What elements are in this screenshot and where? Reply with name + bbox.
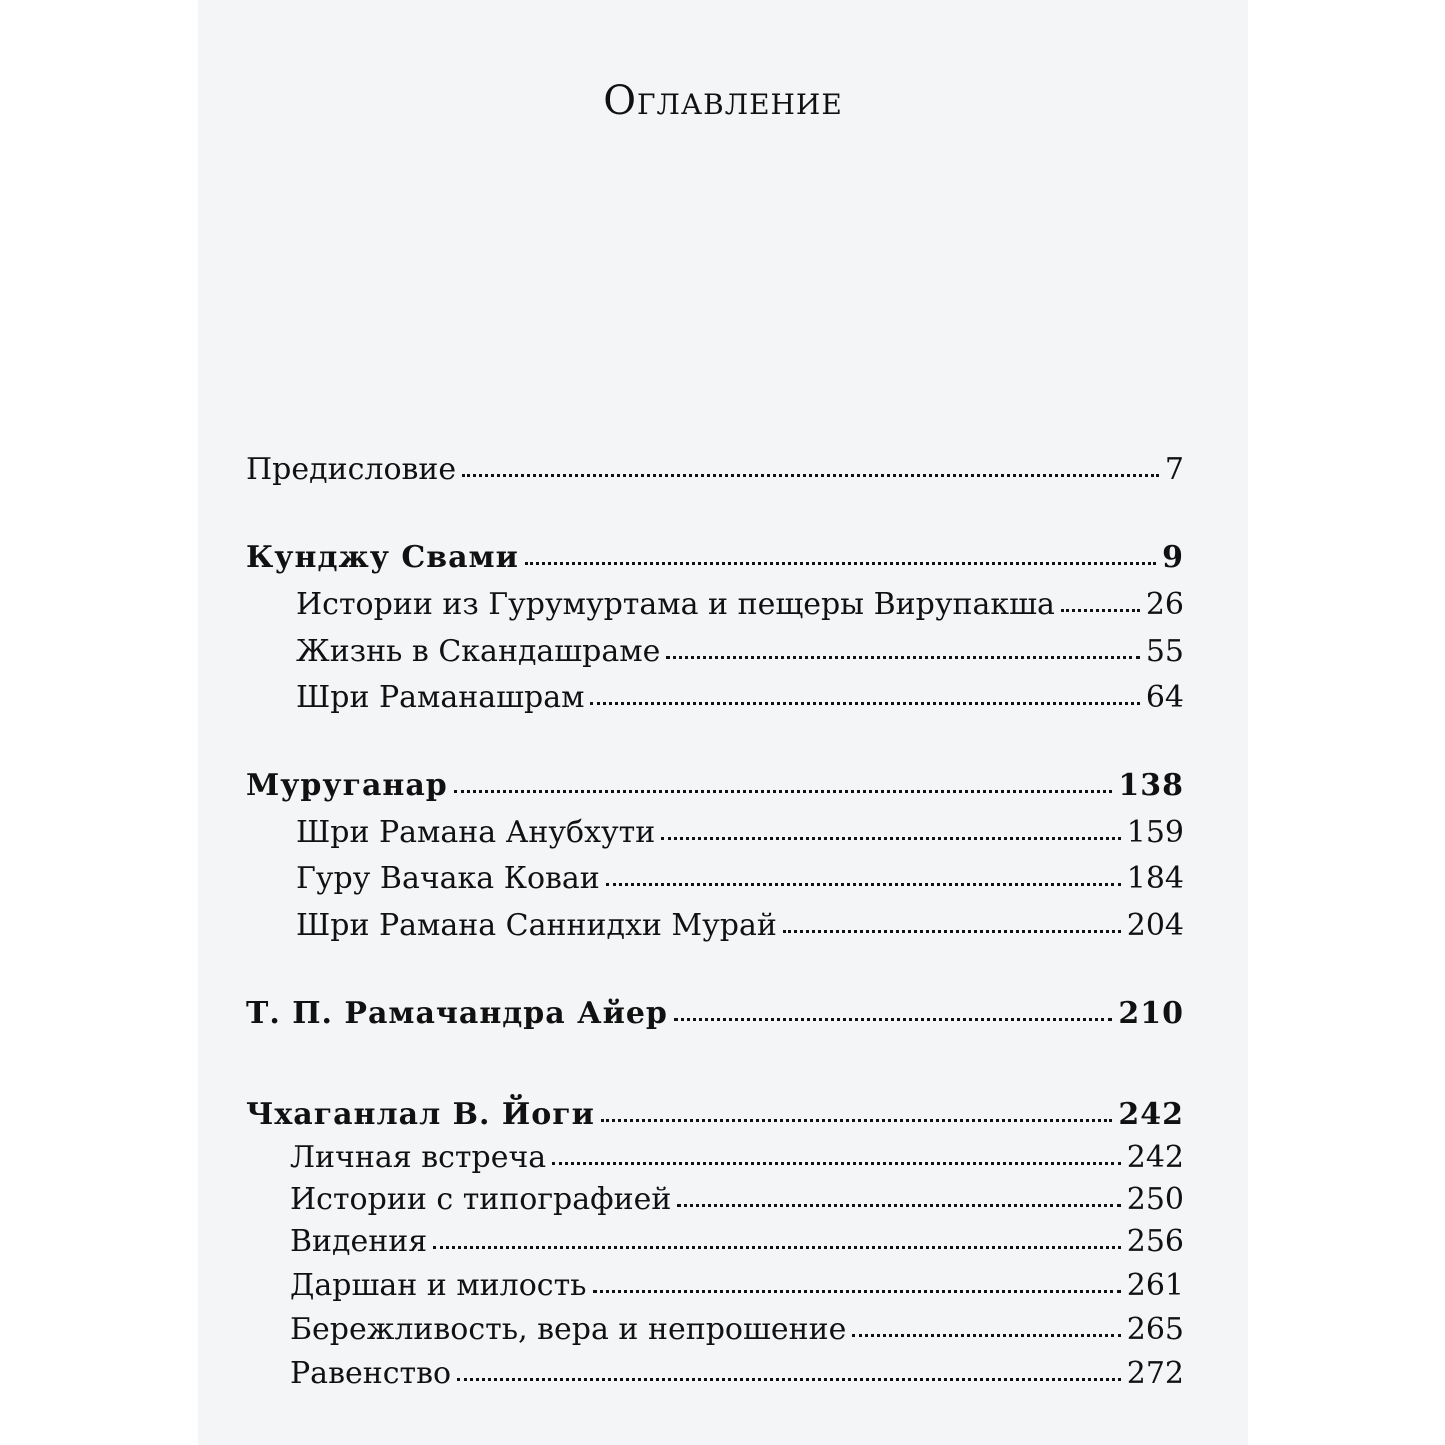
toc-entry bbox=[290, 1140, 1184, 1175]
toc-entry-label: Гуру Вачака Коваи bbox=[296, 861, 600, 896]
toc-entry-page: 210 bbox=[1118, 996, 1184, 1031]
toc-entry-label: Бережливость, вера и непрошение bbox=[290, 1312, 847, 1347]
toc-entry bbox=[246, 540, 1184, 575]
dot-leader bbox=[601, 1119, 1112, 1122]
toc-entry-page: 55 bbox=[1145, 634, 1184, 669]
toc-entry-label: Шри Рамана Саннидхи Мурай bbox=[296, 908, 777, 943]
dot-leader bbox=[674, 1018, 1112, 1021]
toc-entry-page: 204 bbox=[1126, 908, 1184, 943]
dot-leader bbox=[433, 1246, 1121, 1249]
toc-entry-label: Даршан и милость bbox=[290, 1268, 587, 1303]
toc-entry-page: 9 bbox=[1162, 540, 1184, 575]
dot-leader bbox=[525, 562, 1156, 565]
dot-leader bbox=[783, 930, 1121, 933]
toc-entry bbox=[246, 452, 1184, 487]
dot-leader bbox=[590, 702, 1139, 705]
toc-entry bbox=[290, 1356, 1184, 1391]
dot-leader bbox=[606, 883, 1121, 886]
toc-entry-label: Шри Раманашрам bbox=[296, 680, 585, 715]
toc-entry bbox=[290, 1182, 1184, 1217]
dot-leader bbox=[457, 1378, 1121, 1381]
dot-leader bbox=[852, 1334, 1120, 1337]
toc-entry bbox=[246, 768, 1184, 803]
dot-leader bbox=[1061, 609, 1140, 612]
dot-leader bbox=[661, 837, 1120, 840]
toc-entry-page: 250 bbox=[1126, 1182, 1184, 1217]
toc-entry-page: 242 bbox=[1126, 1140, 1184, 1175]
toc-entry-label: Личная встреча bbox=[290, 1140, 547, 1175]
toc-entry-label: Истории из Гурумуртама и пещеры Вирупакша bbox=[296, 587, 1055, 622]
dot-leader bbox=[593, 1290, 1121, 1293]
toc-entry-label: Истории с типографией bbox=[290, 1182, 672, 1217]
dot-leader bbox=[462, 474, 1159, 477]
toc-entry-label: Равенство bbox=[290, 1356, 452, 1391]
toc-entry bbox=[296, 587, 1184, 622]
toc-entry-page: 184 bbox=[1126, 861, 1184, 896]
toc-entry bbox=[296, 861, 1184, 896]
toc-entry-page: 265 bbox=[1126, 1312, 1184, 1347]
toc-entry bbox=[290, 1224, 1184, 1259]
toc-entry-page: 261 bbox=[1126, 1268, 1184, 1303]
toc-entry-page: 242 bbox=[1118, 1097, 1184, 1132]
dot-leader bbox=[454, 790, 1113, 793]
toc-entry bbox=[290, 1268, 1184, 1303]
dot-leader bbox=[677, 1204, 1120, 1207]
toc-entry-page: 26 bbox=[1145, 587, 1184, 622]
toc-entry-label: Жизнь в Скандашраме bbox=[296, 634, 661, 669]
toc-entry bbox=[296, 680, 1184, 715]
toc-entry-label: Предисловие bbox=[246, 452, 457, 487]
toc-entry-label: Видения bbox=[290, 1224, 428, 1259]
toc-entry bbox=[296, 908, 1184, 943]
toc-entry-label: Т. П. Рамачандра Айер bbox=[246, 996, 668, 1031]
toc-entry bbox=[246, 996, 1184, 1031]
dot-leader bbox=[552, 1162, 1121, 1165]
toc-entry-page: 256 bbox=[1126, 1224, 1184, 1259]
toc-entry bbox=[296, 815, 1184, 850]
toc-entry-page: 272 bbox=[1126, 1356, 1184, 1391]
toc-entry-page: 64 bbox=[1145, 680, 1184, 715]
book-page bbox=[198, 0, 1248, 1445]
toc-entry-page: 159 bbox=[1126, 815, 1184, 850]
toc-entry-label: Кунджу Свами bbox=[246, 540, 519, 575]
dot-leader bbox=[666, 656, 1139, 659]
toc-entry bbox=[290, 1312, 1184, 1347]
toc-entry bbox=[296, 634, 1184, 669]
toc-entry bbox=[246, 1097, 1184, 1132]
page-title: Оглавление bbox=[603, 78, 843, 124]
toc-entry-label: Шри Рамана Анубхути bbox=[296, 815, 656, 850]
toc-entry-page: 138 bbox=[1118, 768, 1184, 803]
toc-entry-label: Чхаганлал В. Йоги bbox=[246, 1097, 595, 1132]
toc-entry-page: 7 bbox=[1164, 452, 1184, 487]
toc-entry-label: Муруганар bbox=[246, 768, 448, 803]
